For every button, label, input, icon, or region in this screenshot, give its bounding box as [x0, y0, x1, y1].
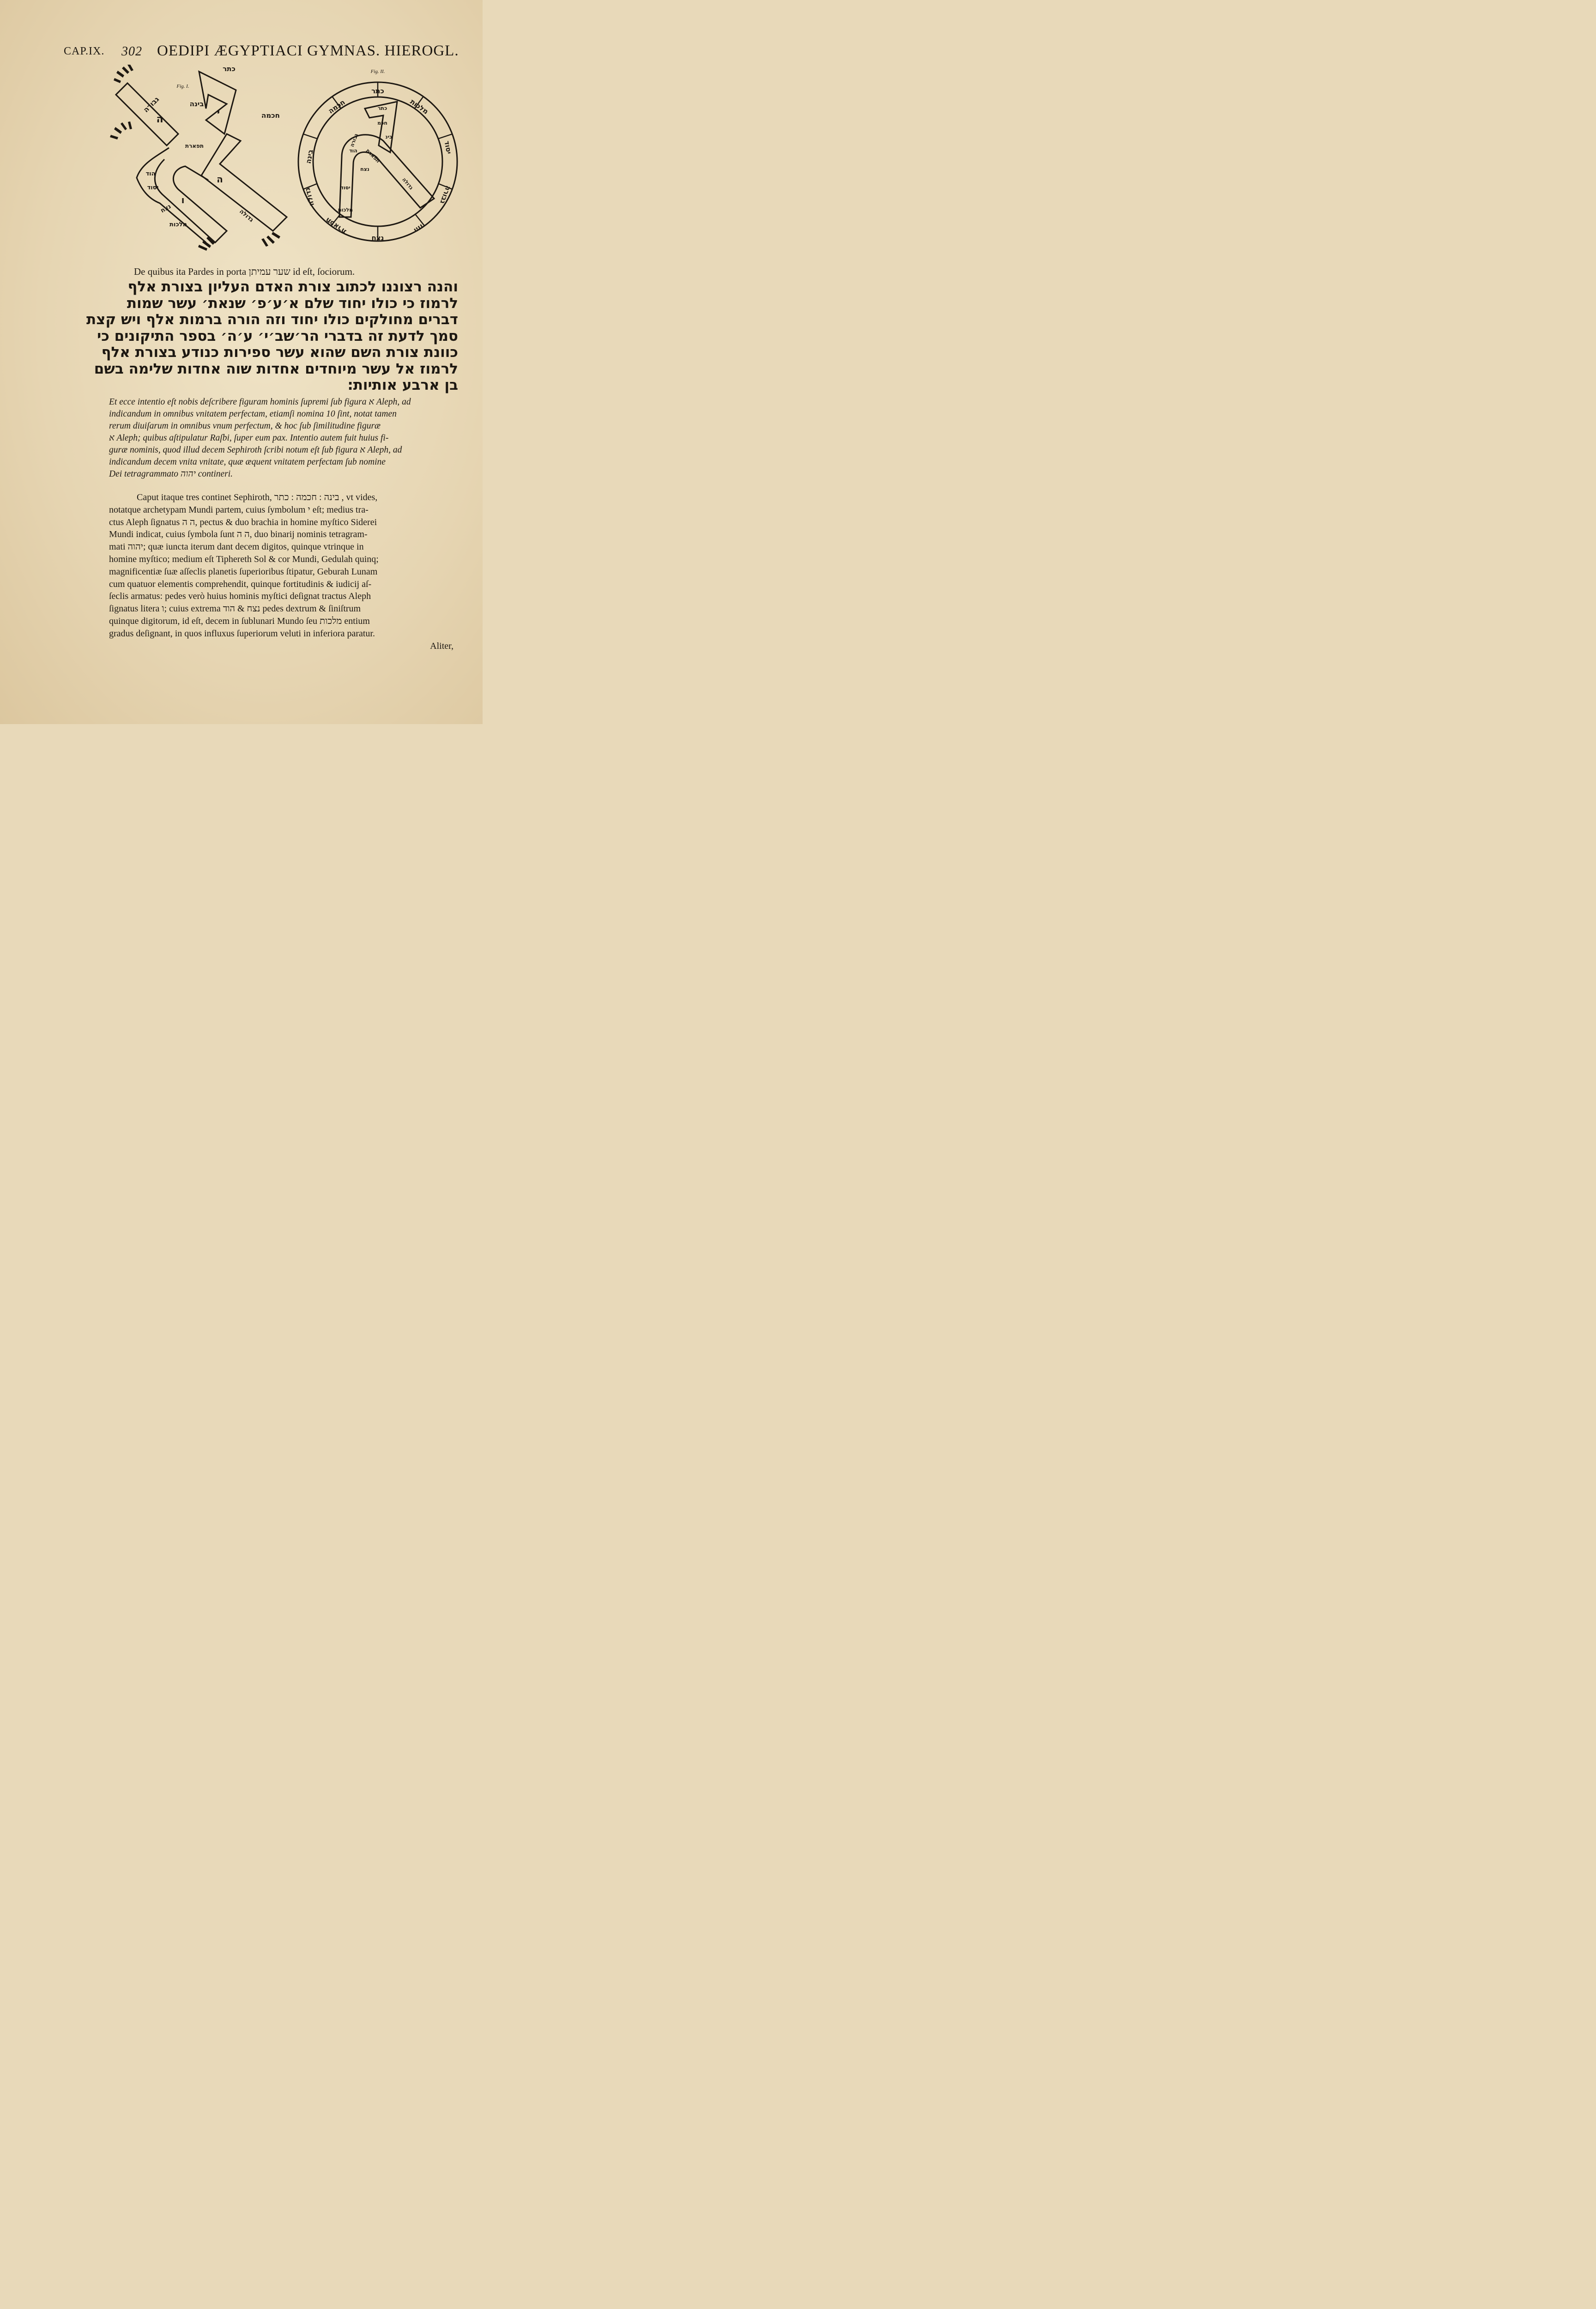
ring-label-3: בינה: [304, 149, 315, 164]
inner-label-2: חכמ: [377, 120, 387, 126]
figure-aleph-circle: [296, 65, 462, 249]
head-block: [199, 72, 236, 134]
italic-line: guræ nominis, quod illud decem Sephiroth ſcribi notum eſt ſub figura א Aleph, ad: [109, 445, 402, 455]
hebrew-quotation: [86, 278, 458, 394]
ring-label-10: גדולה: [303, 187, 316, 207]
italic-line: indicandum decem vnita vnitate, quæ æquent vnitatem perfectam ſub nomine: [109, 457, 386, 467]
inner-label-4: גבורה: [349, 133, 359, 148]
fig1-label-6: תפארת: [185, 143, 204, 149]
page: [0, 0, 483, 724]
fig1-label-12: ה: [217, 174, 223, 185]
inner-label-5: תפארת: [364, 147, 381, 164]
fig1-label-3: גבורה: [141, 95, 161, 115]
latin-commentary: [109, 491, 460, 652]
inner-label-7: נצח: [360, 166, 369, 172]
running-title: OEDIPI ÆGYPTIACI GYMNAS. HIEROGL.: [157, 42, 459, 59]
inner-label-9: יסוד: [340, 185, 351, 191]
intro-line: De quibus ita Pardes in porta שער עמיתן id eſt, ſociorum.: [134, 266, 355, 277]
fig1-label-9: יסוד: [147, 184, 159, 191]
fig1-label-top: כתר: [223, 65, 236, 73]
hebrew-line: לרמוז אל עשר מיוחדים אחדות שוה אחדות שלימה בשם: [94, 360, 458, 377]
italic-line: Et ecce intentio eſt nobis deſcribere figuram hominis ſupremi ſub figura א Aleph, ad: [109, 397, 411, 407]
ring-label-6: גבורה: [438, 184, 453, 205]
hebrew-line: והנה רצוננו לכתוב צורת האדם העליון בצורת אלף: [127, 278, 458, 295]
roman-line: mati יהוה; quæ iuncta iterum dant decem digitos, quinque vtrinque in: [109, 542, 364, 552]
ring-label-5: יסוד: [442, 140, 453, 155]
italic-line: rerum diuiſarum in omnibus vnum perfectum, & hoc ſub ſimilitudine figuræ: [109, 421, 381, 431]
fig1-label-5: י: [217, 107, 220, 118]
roman-line: gradus deſignant, in quos influxus ſuperiorum veluti in inferiora paratur.: [109, 628, 375, 639]
italic-line: א Aleph; quibus aſtipulatur Raſbi, ſuper eum pax. Intentio autem fuit huius fi-: [109, 433, 389, 443]
figure-aleph-man: [109, 65, 294, 254]
catchword: Aliter,: [430, 641, 453, 651]
fig1-label-11: גדולה: [238, 208, 255, 224]
running-header: [64, 42, 459, 63]
inner-label-1: כתר: [377, 105, 387, 111]
torso-outline: [137, 148, 206, 242]
fig1-caption: Fig. I.: [176, 84, 189, 89]
roman-line: Caput itaque tres continet Sephiroth, בינה : חכמה : כתר , vt vides,: [137, 492, 378, 502]
hands: [110, 65, 280, 251]
fig1-label-8: נצח: [159, 203, 173, 215]
fig1-label-4: ה: [156, 114, 163, 125]
roman-line: quinque digitorum, id eſt, decem in ſublunari Mundo ſeu מלכות entium: [109, 616, 370, 626]
fig1-label-1: בינה: [189, 100, 204, 108]
fig1-label-10: מלכות: [169, 221, 187, 228]
ring-label-9: תפארת: [324, 216, 348, 236]
roman-line: Mundi indicat, cuius ſymbola ſunt ה ה, duo binarij nominis tetragram-: [109, 529, 368, 540]
italic-line: indicandum in omnibus vnitatem perfectam, etiamſi nomina 10 ſint, notat tamen: [109, 409, 397, 419]
fig2-caption: Fig. II.: [370, 69, 385, 74]
hebrew-line: סמך לדעת זה בדברי הר׳שב׳י׳ ע׳ה׳ בספר התיקונים כי: [97, 327, 458, 345]
roman-line: magnificentiæ ſuæ aſſeclis planetis ſuperioribus ſtipatur, Geburah Lunam: [109, 566, 378, 577]
hebrew-line: כוונת צורת השם שהוא עשר ספירות כנודע בצורת אלף: [101, 344, 458, 361]
ring-label-4: מלכות: [408, 97, 430, 116]
fig1-label-2: חכמה: [261, 111, 280, 120]
fig1-label-7: הוד: [145, 170, 156, 177]
inner-label-8: הוד: [349, 148, 357, 154]
roman-line: ſeclis armatus: pedes verò huius hominis myſtici deſignat tractus Aleph: [109, 591, 371, 602]
italic-line: Dei tetragrammato יהוה contineri.: [109, 469, 233, 479]
roman-line: ctus Aleph ſignatus ה ה, pectus & duo brachia in homine myſtico Siderei: [109, 517, 377, 527]
roman-line: notatque archetypam Mundi partem, cuius ſymbolum י eſt; medius tra-: [109, 504, 369, 515]
upper-arm-band: [116, 83, 178, 145]
inner-label-10: מלכות: [338, 207, 353, 213]
ring-label-2: חכמה: [326, 98, 347, 115]
page-number: 302: [121, 44, 142, 59]
roman-line: ſignatus litera ו; cuius extrema נצח & הוד pedes dextrum & ſiniſtrum: [109, 604, 361, 614]
ring-label-8: נצח: [371, 234, 384, 242]
ring-label-1: כתר: [371, 87, 384, 95]
fig1-label-13: ו: [181, 194, 185, 206]
hebrew-line: בן ארבע אותיות:: [347, 377, 458, 393]
roman-line: homine myſtico; medium eſt Tiphereth Sol & cor Mundi, Gedulah quinq;: [109, 554, 379, 564]
inner-label-3: בינ: [385, 134, 393, 140]
inner-label-6: גדולה: [401, 176, 415, 191]
hebrew-line: דברים מחולקים כולו יחוד וזה הורה ברמות אלף ויש קצת: [86, 311, 458, 328]
latin-translation: [109, 396, 458, 480]
ring-label-7: הוד: [412, 221, 426, 235]
chapter-label: CAP.IX.: [64, 45, 105, 57]
roman-line: cum quatuor elementis comprehendit, quinque fortitudinis & iudicij aſ-: [109, 579, 372, 589]
hebrew-line: לרמוז כי כולו יחוד שלם א׳ע׳פ׳ שנאת׳ עשר שמות: [127, 295, 458, 312]
